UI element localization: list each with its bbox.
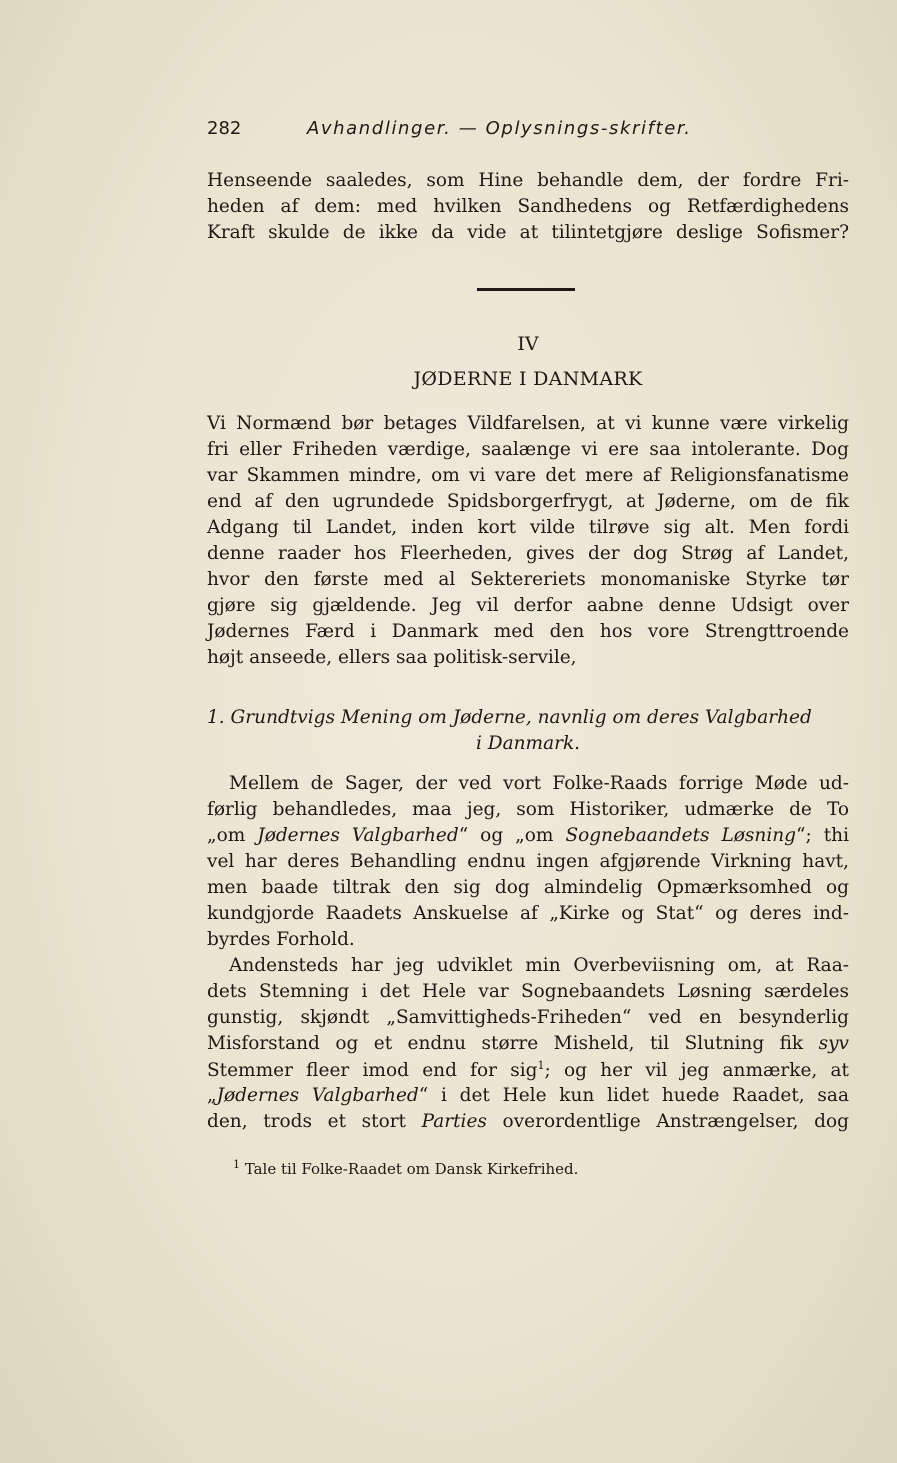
text-span: “; thi [796,825,849,846]
text-line: var Skammen mindre, om vi vare det mere af Religionsfanatisme [207,465,849,486]
text-line: Andensteds har jeg udviklet min Overbeviisning om, at Raa- [229,955,849,976]
text-span: “ og „om [458,825,566,846]
text-line: højt anseede, ellers saa politisk-servile, [207,647,577,668]
text-line: men baade tiltrak den sig dog almindelig Opmærksomhed og [207,877,849,898]
text-line: Kraft skulde de ikke da vide at tilintetgjøre deslige Sofismer? [207,222,849,243]
text-span: „om [207,825,258,846]
section-title: JØDERNE I DANMARK [413,368,643,390]
text-span: Stemmer fleer imod end for sig [207,1060,538,1082]
text-line: gjøre sig gjældende. Jeg vil derfor aabne denne Udsigt over [207,595,849,616]
text-line: gunstig, skjøndt „Samvittigheds-Friheden“ ved en besynderlig [207,1007,849,1028]
text-span: „ [207,1085,217,1106]
text-span: ; og her vil jeg anmærke, at [544,1060,849,1082]
text-line: Mellem de Sager, der ved vort Folke-Raads forrige Møde ud- [229,773,849,794]
section-divider [477,288,575,291]
text-span: Misforstand og et endnu større Misheld, til Slutning fik [207,1033,804,1054]
text-line: denne raader hos Fleerheden, gives der dog Strøg af Landet, [207,543,849,564]
text-line: Henseende saaledes, som Hine behandle dem, der fordre Fri- [207,170,849,191]
text-line [207,825,849,846]
subheading-line-1: 1. Grundtvigs Mening om Jøderne, navnlig om deres Valgbarhed [207,707,812,728]
text-line [207,1085,849,1106]
text-line: end af den ugrundede Spidsborgerfrygt, at Jøderne, om de fik [207,491,849,512]
text-line [207,1111,849,1132]
text-span: den, trods et stort [207,1111,422,1132]
italic-span: Sognebaandets Løsning [565,825,797,846]
text-line: fri eller Friheden værdige, saalænge vi ere saa intolerante. Dog [207,439,849,460]
text-line [207,1059,849,1081]
text-span: overordentlige Anstrængelser, dog [486,1111,849,1132]
text-span: “ i det Hele kun lidet huede Raadet, saa [418,1085,849,1106]
page-header [207,118,849,148]
text-line: dets Stemning i det Hele var Sognebaandets Løsning særdeles [207,981,849,1002]
text-line: kundgjorde Raadets Anskuelse af „Kirke og Stat“ og deres ind- [207,903,849,924]
text-line: førlig behandledes, maa jeg, som Historiker, udmærke de To [207,799,849,820]
text-line: Adgang til Landet, inden kort vilde tilrøve sig alt. Men fordi [207,517,849,538]
page-number: 282 [207,118,242,139]
text-line: hvor den første med al Sektereriets monomaniske Styrke tør [207,569,849,590]
italic-span: Jødernes Valgbarhed [216,1085,419,1106]
footnote-text: Tale til Folke-Raadet om Dansk Kirkefrihed. [240,1160,579,1178]
italic-span: Jødernes Valgbarhed [257,825,459,846]
footnote [233,1158,578,1178]
text-line: Vi Normænd bør betages Vildfarelsen, at vi kunne være virkelig [207,413,849,434]
text-line: byrdes Forhold. [207,929,355,950]
italic-span: syv [818,1033,849,1054]
footnote-marker: 1 [537,1059,545,1072]
subheading-line-2: i Danmark. [475,733,581,754]
running-title: Avhandlinger. — Oplysnings-skrifter. [307,118,692,139]
text-line: Jødernes Færd i Danmark med den hos vore Strengttroende [207,621,849,642]
italic-span: Parties [421,1111,487,1132]
text-line [207,1033,849,1054]
section-number: IV [517,333,539,355]
text-line: heden af dem: med hvilken Sandhedens og Retfærdighedens [207,196,849,217]
text-line: vel har deres Behandling endnu ingen afgjørende Virkning havt, [207,851,849,872]
footnote-number: 1 [233,1158,240,1171]
